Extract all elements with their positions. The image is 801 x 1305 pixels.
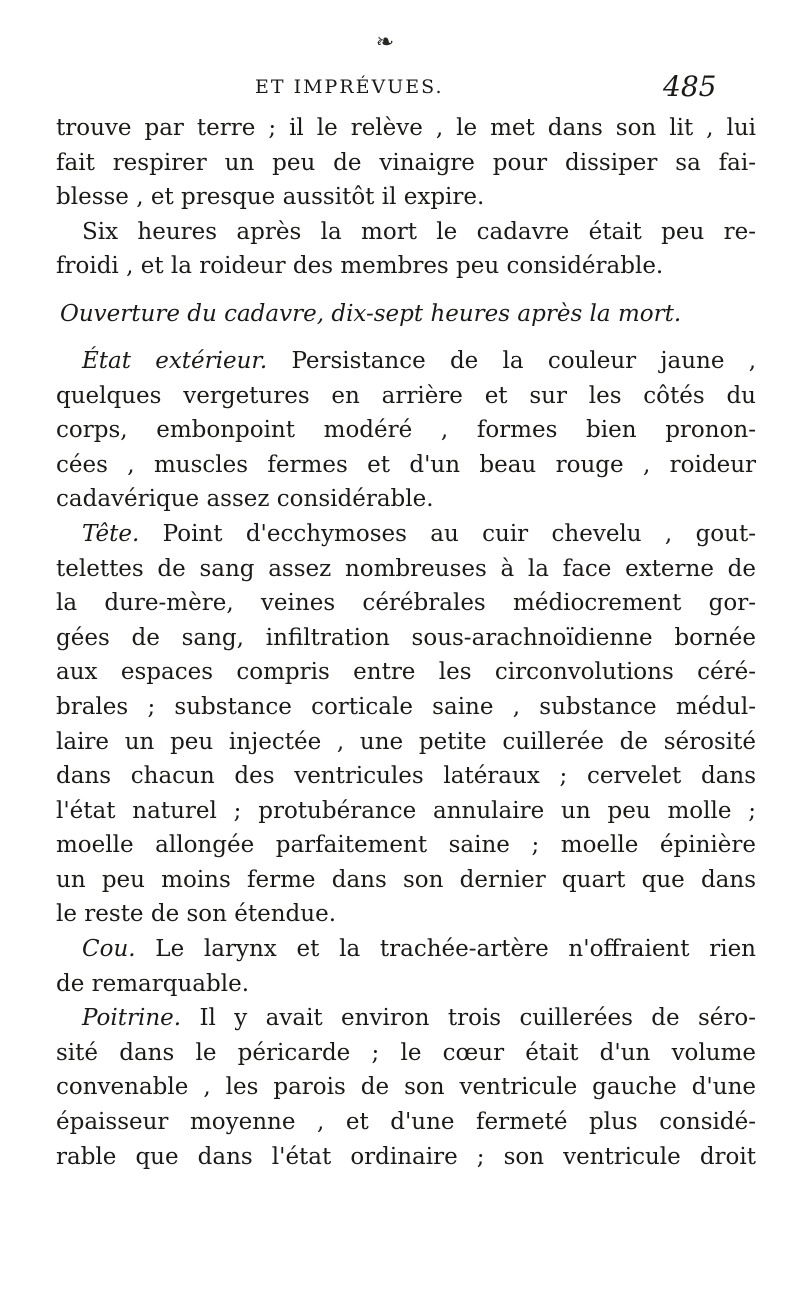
text-line: gées de sang, infiltration sous-arachnoïdienne bornée (56, 624, 756, 651)
text-line (56, 932, 756, 967)
text-line: la dure-mère, veines cérébrales médiocrement gor- (56, 590, 756, 617)
page-number: 485 (663, 70, 717, 103)
text-line: cadavérique assez considérable. (56, 486, 434, 513)
text-line (56, 517, 756, 552)
text-line: trouve par terre ; il le relève , le met dans son lit , lui (56, 115, 756, 141)
text-line (56, 344, 756, 379)
text-line: brales ; substance corticale saine , substance médul- (56, 693, 756, 720)
printer-ornament: ❧ (375, 30, 395, 55)
section-lead: Tête. (82, 520, 140, 547)
body-text (56, 111, 756, 1174)
section-lead: État extérieur. (82, 347, 268, 374)
text-line: blesse , et presque aussitôt il expire. (56, 184, 485, 211)
text-line: laire un peu injectée , une petite cuillerée de sérosité (56, 728, 756, 755)
line-text: Point d'ecchymoses au cuir chevelu , gout- (139, 520, 756, 547)
text-line: dans chacun des ventricules latéraux ; cervelet dans (56, 763, 756, 790)
section-lead: Poitrine. (82, 1005, 182, 1032)
line-text: Le larynx et la trachée-artère n'offraient rien (135, 936, 756, 963)
text-line: de remarquable. (56, 970, 250, 997)
text-line: cées , muscles fermes et d'un beau rouge , roideur (56, 451, 756, 478)
text-line: l'état naturel ; protubérance annulaire un peu molle ; (56, 797, 756, 824)
text-line (56, 1001, 756, 1036)
text-line: fait respirer un peu de vinaigre pour dissiper sa fai- (56, 149, 756, 176)
section-lead: Cou. (82, 936, 136, 963)
text-line: Six heures après la mort le cadavre était peu re- (82, 218, 756, 245)
text-line: épaisseur moyenne , et d'une fermeté plus considé- (56, 1109, 756, 1136)
text-line: froidi , et la roideur des membres peu considérable. (56, 253, 664, 280)
running-head: ET IMPRÉVUES. (255, 76, 444, 98)
text-line: corps, embonpoint modéré , formes bien pronon- (56, 417, 756, 444)
text-line: telettes de sang assez nombreuses à la face externe de (56, 555, 756, 582)
text-line: sité dans le péricarde ; le cœur était d'un volume (56, 1039, 756, 1066)
line-text: Persistance de la couleur jaune , (267, 347, 756, 374)
text-line: moelle allongée parfaitement saine ; moelle épinière (56, 832, 756, 859)
text-line: un peu moins ferme dans son dernier quart que dans (56, 866, 756, 893)
text-line: aux espaces compris entre les circonvolutions céré- (56, 659, 756, 686)
text-line: le reste de son étendue. (56, 901, 337, 928)
text-line: convenable , les parois de son ventricule gauche d'une (56, 1074, 756, 1101)
section-heading: Ouverture du cadavre, dix-sept heures après la mort. (60, 300, 682, 327)
text-line: rable que dans l'état ordinaire ; son ventricule droit (56, 1143, 756, 1170)
text-line: quelques vergetures en arrière et sur les côtés du (56, 382, 756, 409)
line-text: Il y avait environ trois cuillerées de séro- (181, 1005, 756, 1032)
